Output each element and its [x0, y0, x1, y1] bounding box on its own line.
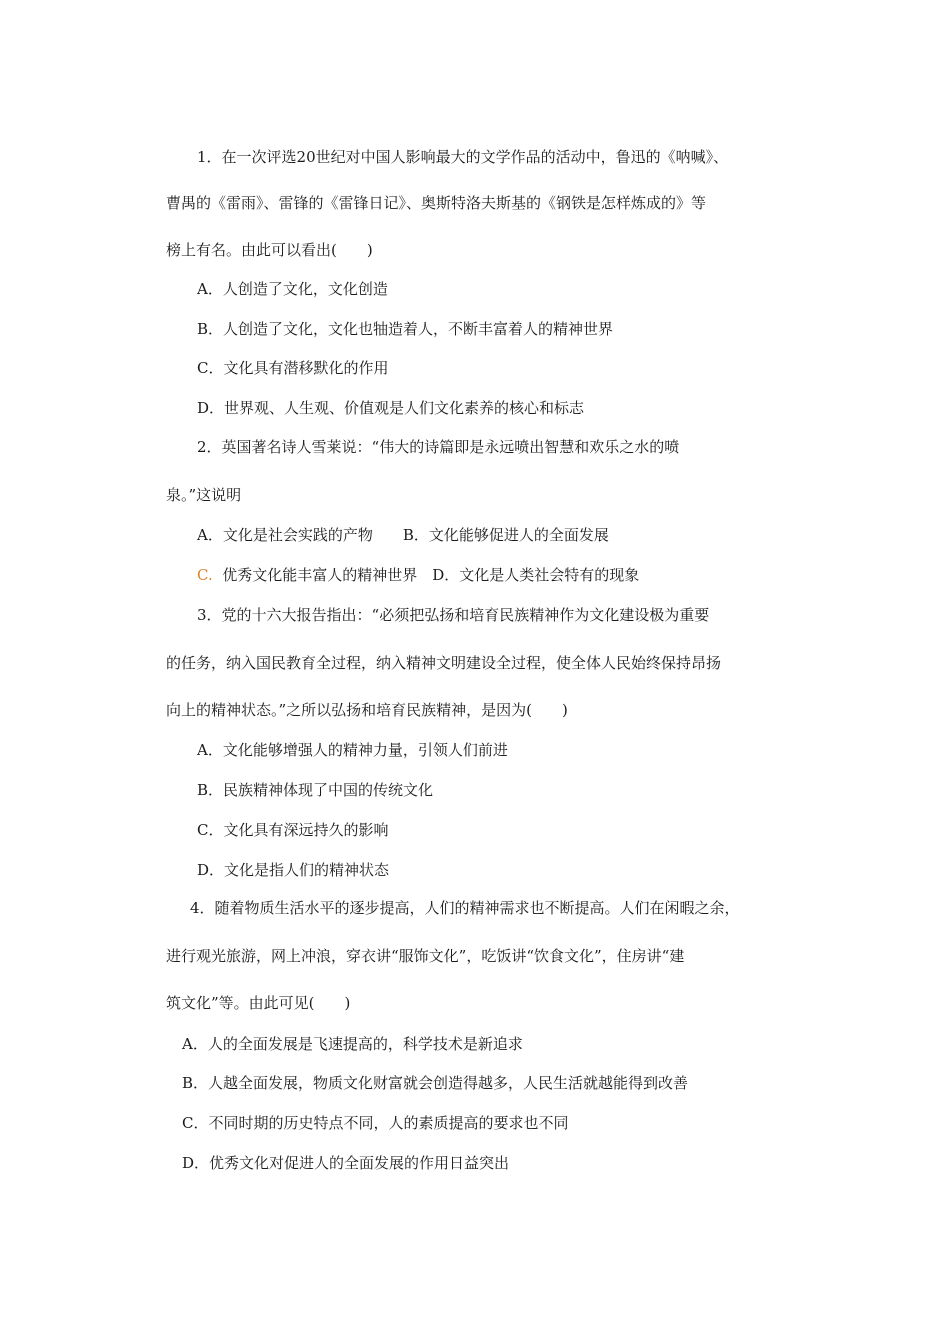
q1-stem-line-1: 1．在一次评选20世纪对中国人影响最大的文学作品的活动中，鲁迅的《呐喊》、: [197, 148, 729, 166]
q1-option-c: C．文化具有潜移默化的作用: [197, 359, 389, 377]
q4-option-c: C．不同时期的历史特点不同，人的素质提高的要求也不同: [182, 1114, 569, 1132]
q3-option-c: C．文化具有深远持久的影响: [197, 821, 389, 839]
q1-option-b: B．人创造了文化，文化也牰造着人，不断丰富着人的精神世界: [197, 320, 614, 338]
q3-stem-line-1: 3．党的十六大报告指出：“必须把弘扬和培育民族精神作为文化建设极为重要: [197, 606, 710, 624]
q3-option-a: A．文化能够增强人的精神力量，引领人们前进: [197, 741, 508, 759]
q3-stem-line-2: 的任务，纳入国民教育全过程，纳入精神文明建设全过程，使全体人民始终保持昂扬: [166, 654, 722, 672]
q1-option-a: A．人创造了文化，文化创造: [197, 280, 388, 298]
q4-option-d: D．优秀文化对促进人的全面发展的作用日益突出: [182, 1154, 510, 1172]
q4-option-b: B．人越全面发展，物质文化财富就会创造得越多，人民生活就越能得到改善: [182, 1074, 689, 1092]
q1-stem-line-2: 曹禺的《雷雨》、雷锋的《雷锋日记》、奥斯特洛夫斯基的《钢铁是怎样炼成的》等: [166, 194, 707, 212]
q3-stem-line-3: 向上的精神状态。”之所以弘扬和培育民族精神，是因为( ): [166, 701, 568, 719]
q2-stem-line-1: 2．英国著名诗人雪莱说：“伟大的诗篇即是永远喷出智慧和欢乐之水的喷: [197, 438, 680, 456]
q2-stem-line-2: 泉。”这说明: [166, 486, 242, 504]
q3-option-b: B．民族精神体现了中国的传统文化: [197, 781, 434, 799]
q4-option-a: A．人的全面发展是飞速提高的，科学技术是新追求: [182, 1035, 523, 1053]
q2-options-row-2-text: 优秀文化能丰富人的精神世界 D．文化是人类社会特有的现象: [222, 566, 640, 584]
q1-stem-line-3: 榜上有名。由此可以看出( ): [166, 241, 373, 259]
q2-options-row-1: A．文化是社会实践的产物 B．文化能够促进人的全面发展: [197, 526, 609, 544]
q2-option-c-letter: C.: [197, 566, 213, 584]
q4-stem-line-2: 进行观光旅游，网上冲浪，穿衣讲“服饰文化”，吃饭讲“饮食文化”，住房讲“建: [166, 947, 685, 965]
q1-option-d: D．世界观、人生观、价值观是人们文化素养的核心和标志: [197, 399, 585, 417]
q2-options-row-2: [197, 565, 639, 585]
q4-stem-line-1: 4．随着物质生活水平的逐步提高，人们的精神需求也不断提高。人们在闲暇之余，: [190, 899, 740, 917]
q4-stem-line-3: 筑文化”等。由此可见( ): [166, 994, 351, 1012]
q3-option-d: D．文化是指人们的精神状态: [197, 861, 390, 879]
